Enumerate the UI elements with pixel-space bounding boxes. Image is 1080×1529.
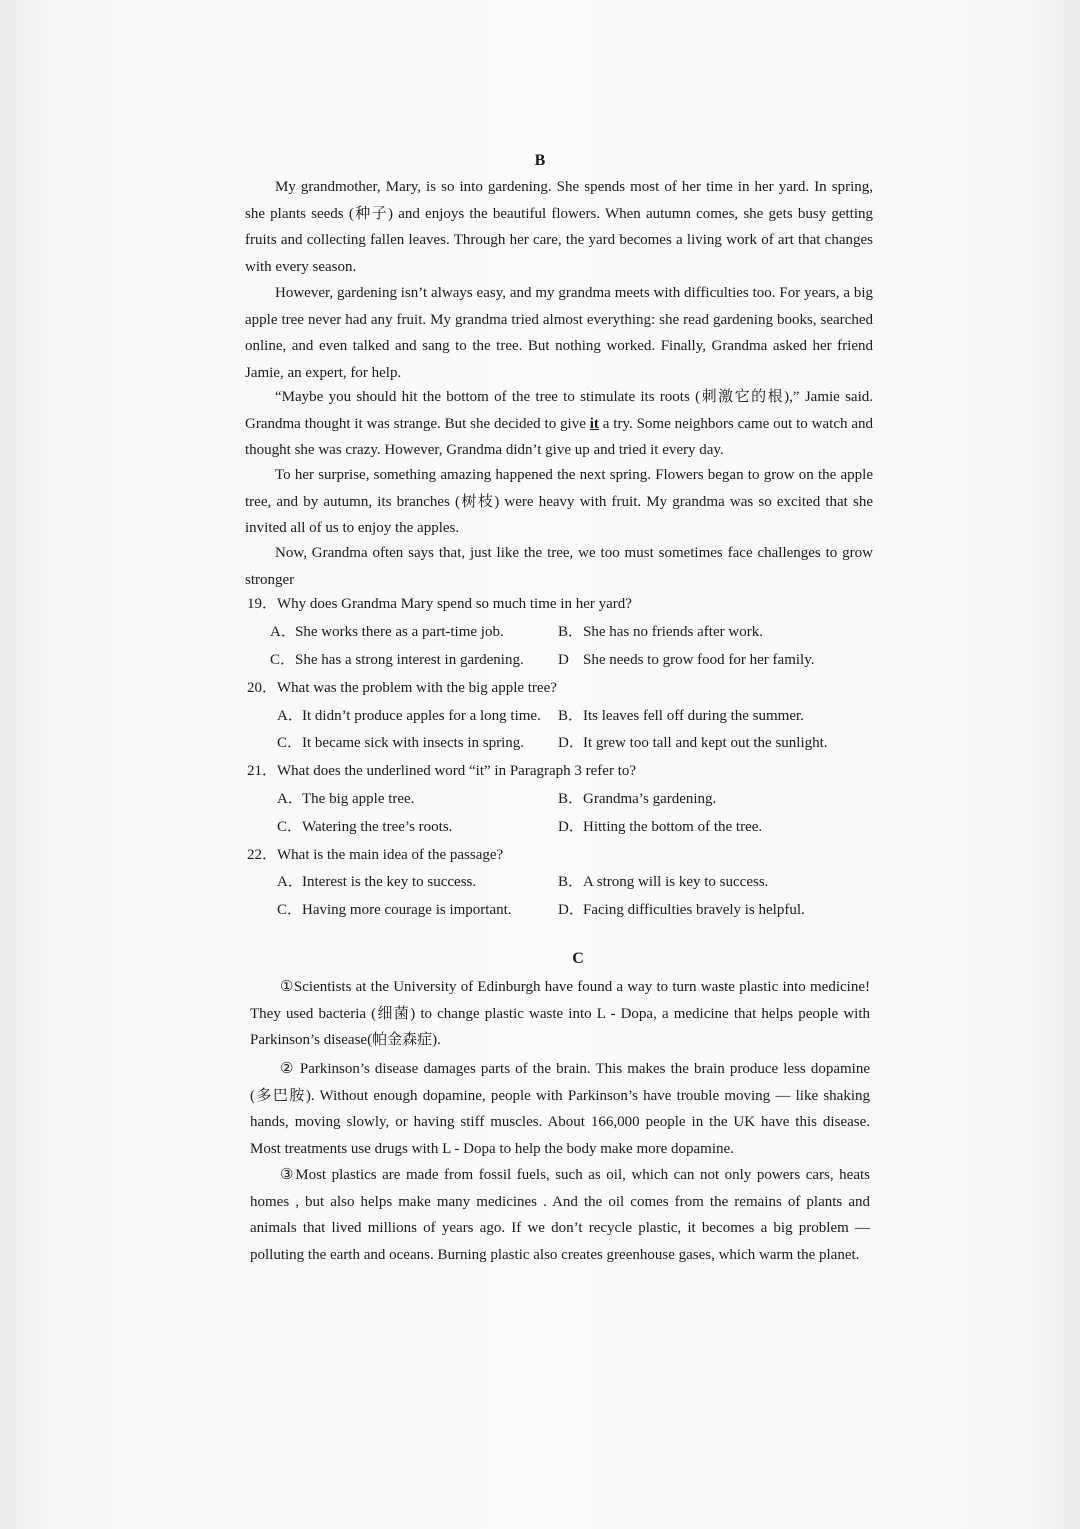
section-b-paragraph-4: To her surprise, something amazing happened the next spring. Flowers began to grow on the apple tree, and by autumn, its branches (树枝) were heavy with fruit. My grandma was so excited that she invited all of us to enjoy the apples. bbox=[245, 467, 873, 536]
section-b-paragraph-3: “Maybe you should hit the bottom of the tree to stimulate its roots (刺激它的根),” Jamie said. Grandma thought it was strange. But she decided to give it a try. Some neighbors came out to watch and thought she was crazy. However, Grandma didn’t give up and tried it every day. bbox=[245, 389, 873, 458]
underlined-word-it: it bbox=[589, 415, 599, 432]
question-19-stem: 19．Why does Grandma Mary spend so much time in her yard? bbox=[247, 596, 632, 612]
question-19-option-d[interactable]: D She needs to grow food for her family. bbox=[558, 652, 815, 668]
section-c-paragraph-1: ①Scientists at the University of Edinburgh have found a way to turn waste plastic into medicine! They used bacteria (细菌) to change plastic waste into L - Dopa, a medicine that helps people with Parkinson’s disease(帕金森症). bbox=[250, 979, 870, 1048]
question-21-stem: 21．What does the underlined word “it” in Paragraph 3 refer to? bbox=[247, 763, 637, 779]
question-21-option-c[interactable]: C．Watering the tree’s roots. bbox=[277, 819, 453, 835]
question-22-option-a[interactable]: A．Interest is the key to success. bbox=[277, 874, 477, 890]
question-20-option-b[interactable]: B．Its leaves fell off during the summer. bbox=[558, 708, 804, 724]
question-20-option-d[interactable]: D．It grew too tall and kept out the sunlight. bbox=[558, 735, 828, 751]
question-22-option-d[interactable]: D．Facing difficulties bravely is helpful. bbox=[558, 902, 805, 918]
question-22-option-b[interactable]: B．A strong will is key to success. bbox=[558, 874, 769, 890]
section-b-paragraph-5: Now, Grandma often says that, just like the tree, we too must sometimes face challenges to grow stronger bbox=[245, 545, 873, 588]
question-20-option-c[interactable]: C．It became sick with insects in spring. bbox=[277, 735, 525, 751]
section-b-paragraph-2: However, gardening isn’t always easy, and my grandma meets with difficulties too. For years, a big apple tree never had any fruit. My grandma tried almost everything: she read gardening books, searched online, and even talked and sang to the tree. But nothing worked. Finally, Grandma asked her friend Jamie, an expert, for help. bbox=[245, 285, 873, 381]
question-19-option-c[interactable]: C．She has a strong interest in gardening. bbox=[270, 652, 524, 668]
question-22-option-c[interactable]: C．Having more courage is important. bbox=[277, 902, 512, 918]
question-19-option-b[interactable]: B．She has no friends after work. bbox=[558, 624, 763, 640]
question-20-stem: 20．What was the problem with the big apple tree? bbox=[247, 680, 557, 696]
section-c-paragraph-3: ③Most plastics are made from fossil fuels, such as oil, which can not only powers cars, heats homes , but also helps make many medicines . And the oil comes from the remains of plants and animals that lived millions of years ago. If we don’t recycle plastic, it becomes a big problem — polluting the earth and oceans. Burning plastic also creates greenhouse gases, which warm the planet. bbox=[250, 1167, 870, 1263]
question-22-stem: 22．What is the main idea of the passage? bbox=[247, 847, 504, 863]
section-b-label: B bbox=[534, 152, 546, 169]
section-c-label: C bbox=[572, 950, 584, 967]
question-21-option-a[interactable]: A．The big apple tree. bbox=[277, 791, 415, 807]
question-21-option-b[interactable]: B．Grandma’s gardening. bbox=[558, 791, 717, 807]
question-19-option-a[interactable]: A．She works there as a part-time job. bbox=[270, 624, 504, 640]
question-21-option-d[interactable]: D．Hitting the bottom of the tree. bbox=[558, 819, 763, 835]
question-20-option-a[interactable]: A．It didn’t produce apples for a long time. bbox=[277, 708, 541, 724]
section-c-paragraph-2: ② Parkinson’s disease damages parts of the brain. This makes the brain produce less dopamine (多巴胺). Without enough dopamine, people with Parkinson’s have trouble moving — like shaking hands, moving slowly, or having stiff muscles. About 166,000 people in the UK have this disease. Most treatments use drugs with L - Dopa to help the body make more dopamine. bbox=[250, 1061, 870, 1157]
section-b-paragraph-1: My grandmother, Mary, is so into gardening. She spends most of her time in her yard. In spring, she plants seeds (种子) and enjoys the beautiful flowers. When autumn comes, she gets busy getting fruits and collecting fallen leaves. Through her care, the yard becomes a living work of art that changes with every season. bbox=[245, 179, 873, 275]
